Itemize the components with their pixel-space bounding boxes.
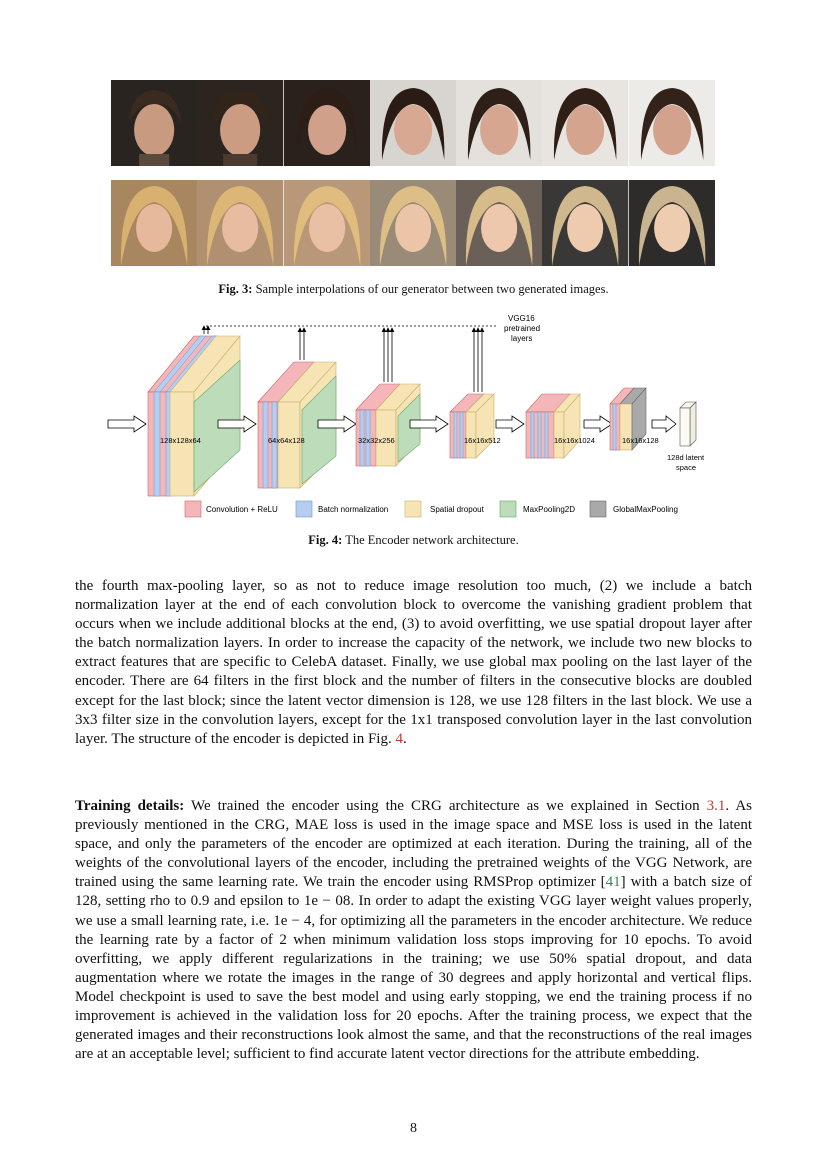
block-6-dims: 16x16x128	[622, 436, 659, 445]
flow-arrow	[652, 416, 676, 432]
page-number: 8	[410, 1121, 417, 1136]
block-4-dims: 16x16x512	[464, 436, 501, 445]
legend-swatch-batchnorm	[296, 501, 312, 517]
face-image	[542, 180, 628, 266]
paragraph-1-text: the fourth max-pooling layer, so as not to reduce image resolution too much, (2) we include a batch normalization layer at the end of each convolution block to overcome the vanishing gradient problem that occurs when we include additional blocks at the end, (3) to avoid overfitting, we use spatial dropout layer after the batch normalization layers. In order to increase the capacity of the network, we include two new blocks to extract features that are specific to CelebA dataset. Finally, we use global max pooling on the last layer of the encoder. There are 64 filters in the first block and the number of filters in the consecutive blocks are doubled except for the last block; since the latent vector dimension is 128, we use 128 filters in the last block. We use a 3x3 filter size in the convolution layers, except for the 1x1 transposed convolution layer in the last convolution layer. The structure of the encoder is depicted in Fig.	[75, 578, 752, 747]
face-image	[197, 80, 283, 166]
latent-label-line-1: 128d latent	[667, 453, 705, 462]
encoder-block-2	[258, 328, 336, 488]
flow-arrow	[496, 416, 524, 432]
face-image	[197, 180, 283, 266]
figure-reference-link[interactable]: 4	[395, 730, 403, 747]
legend-label-dropout: Spatial dropout	[430, 505, 484, 514]
figure-4-caption-text: The Encoder network architecture.	[345, 533, 519, 547]
figure-4-caption	[0, 533, 827, 548]
face-image	[111, 80, 197, 166]
legend-swatch-maxpool	[500, 501, 516, 517]
figure-4-label: Fig. 4:	[308, 533, 343, 547]
block-3-dims: 32x32x256	[358, 436, 395, 445]
interpolation-row-2	[111, 180, 715, 266]
encoder-block-6	[610, 388, 659, 450]
paragraph-2-text-b: ] with a batch size of 128, setting rho to 0.9 and epsilon to 1e − 08. In order to adapt the existing VGG layer weight values properly, we use a small learning rate, i.e. 1e − 4, for optimizing all the parameters in the encoder architecture. We reduce the learning rate by a factor of 2 when minimum validation loss stops improving for 10 epochs. To avoid overfitting, we apply different regularizations in the training; we use 50% spatial dropout, and data augmentation where we rotate the images in the range of 30 degrees and apply horizontal and vertical flips. Model checkpoint is used to save the best model and using early stopping, we end the training process if no improvement is achieved in the validation loss for 20 epochs. After the training process, we expect that the generated images and their reconstructions look almost the same, and that the reconstructions of the real images are at an acceptable level; sufficient to find accurate latent vector directions for the attribute embedding.	[75, 874, 753, 1063]
section-reference-link[interactable]: 3.1	[706, 798, 726, 814]
encoder-architecture-diagram	[100, 312, 720, 522]
input-arrow	[108, 416, 146, 432]
training-details-heading: Training details:	[75, 798, 185, 814]
vgg-label-line-2: pretrained	[504, 324, 541, 333]
encoder-block-4	[450, 328, 501, 458]
face-image	[111, 180, 197, 266]
encoder-block-3	[356, 328, 420, 466]
face-image	[370, 80, 456, 166]
face-image	[284, 80, 370, 166]
legend-label-globalmaxpool: GlobalMaxPooling	[613, 505, 678, 514]
vgg-label-line-1: VGG16	[508, 314, 535, 323]
figure-3-caption-text: Sample interpolations of our generator between two generated images.	[255, 282, 609, 296]
legend	[185, 501, 678, 517]
legend-label-conv: Convolution + ReLU	[206, 505, 278, 514]
latent-label-line-2: space	[676, 463, 697, 472]
face-image	[284, 180, 370, 266]
flow-arrow	[584, 416, 612, 432]
face-image	[456, 180, 542, 266]
legend-label-batchnorm: Batch normalization	[318, 505, 389, 514]
block-2-dims: 64x64x128	[268, 436, 305, 445]
latent-vector	[667, 402, 705, 472]
figure-3-label: Fig. 3:	[218, 282, 253, 296]
paragraph-2-intro: We trained the encoder using the CRG architecture as we explained in Section	[191, 798, 700, 814]
body-paragraph-2	[75, 797, 752, 1064]
paragraph-1-end: .	[402, 730, 407, 747]
legend-swatch-globalmaxpool	[590, 501, 606, 517]
face-image	[629, 180, 715, 266]
face-image	[629, 80, 715, 166]
body-paragraph-1	[75, 577, 752, 749]
legend-swatch-conv	[185, 501, 201, 517]
vgg-label-line-3: layers	[511, 334, 533, 343]
block-5-dims: 16x16x1024	[554, 436, 595, 445]
encoder-block-1	[148, 326, 240, 496]
legend-swatch-dropout	[405, 501, 421, 517]
face-image	[542, 80, 628, 166]
face-image	[370, 180, 456, 266]
citation-link[interactable]: 41	[605, 874, 621, 891]
paragraph-2-text-a: . As previously mentioned in the CRG, MAE loss is used in the image space and MSE loss is used in the latent space, and only the parameters of the encoder are optimized at each iteration. During the training, all of the weights of the convolutional layers of the encoder, including the pretrained weights of the VGG Network, are trained using the same learning rate. We train the encoder using RMSProp optimizer [	[75, 798, 752, 891]
block-1-dims: 128x128x64	[160, 436, 201, 445]
legend-label-maxpool: MaxPooling2D	[523, 505, 576, 514]
face-image	[456, 80, 542, 166]
figure-3-caption	[0, 282, 827, 297]
interpolation-row-1	[111, 80, 715, 166]
